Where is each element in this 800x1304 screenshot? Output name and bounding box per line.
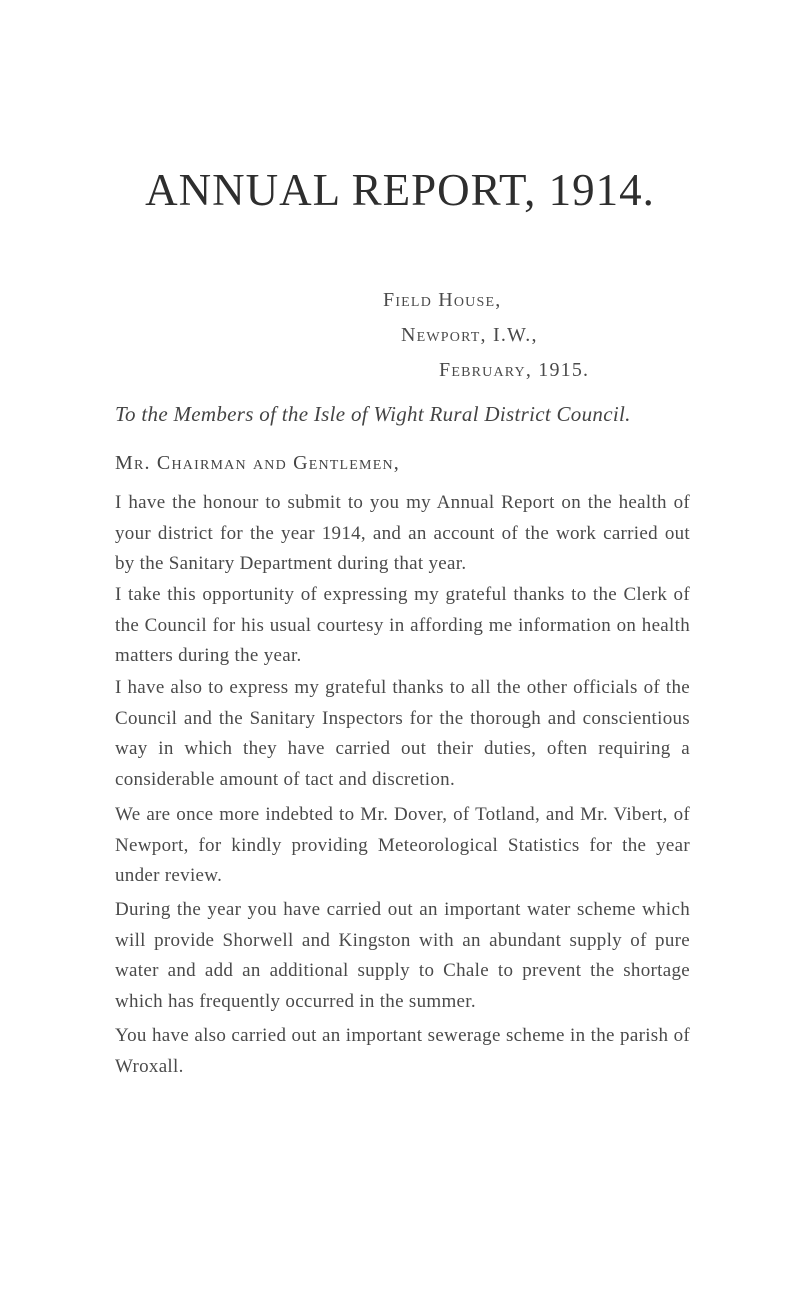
salutation: Mr. Chairman and Gentlemen,: [115, 452, 400, 474]
recipient-line: To the Members of the Isle of Wight Rural District Council.: [115, 402, 631, 426]
paragraph-thanks-clerk: I take this opportunity of expressing my grateful thanks to the Clerk of the Council for his usual courtesy in affording me information on health matters during the year.: [115, 584, 690, 666]
paragraph-sewerage-scheme: You have also carried out an important sewerage scheme in the parish of Wroxall.: [115, 1025, 690, 1077]
paragraph-water-scheme: During the year you have carried out an important water scheme which will provide Shorwell and Kingston with an abundant supply of pure water and add an additional supply to Chale to prevent the shortage which has frequently occurred in the summer.: [115, 899, 690, 1012]
paragraph-thanks-officials: I have also to express my grateful thanks to all the other officials of the Council and the Sanitary Inspectors for the thorough and conscientious way in which they have carried out their duties, often requiring a considerable amount of tact and discretion.: [115, 677, 690, 790]
paragraph-report-intro: I have the honour to submit to you my Annual Report on the health of your district for the year 1914, and an account of the work carried out by the Sanitary Department during that year.: [115, 492, 690, 574]
report-title: ANNUAL REPORT, 1914.: [145, 165, 655, 215]
address-line-house: Field House,: [383, 289, 502, 311]
address-line-town: Newport, I.W.,: [401, 324, 538, 346]
paragraph-meteorological: We are once more indebted to Mr. Dover, of Totland, and Mr. Vibert, of Newport, for kindly providing Meteorological Statistics for the year under review.: [115, 804, 690, 886]
address-line-date: February, 1915.: [439, 359, 590, 381]
